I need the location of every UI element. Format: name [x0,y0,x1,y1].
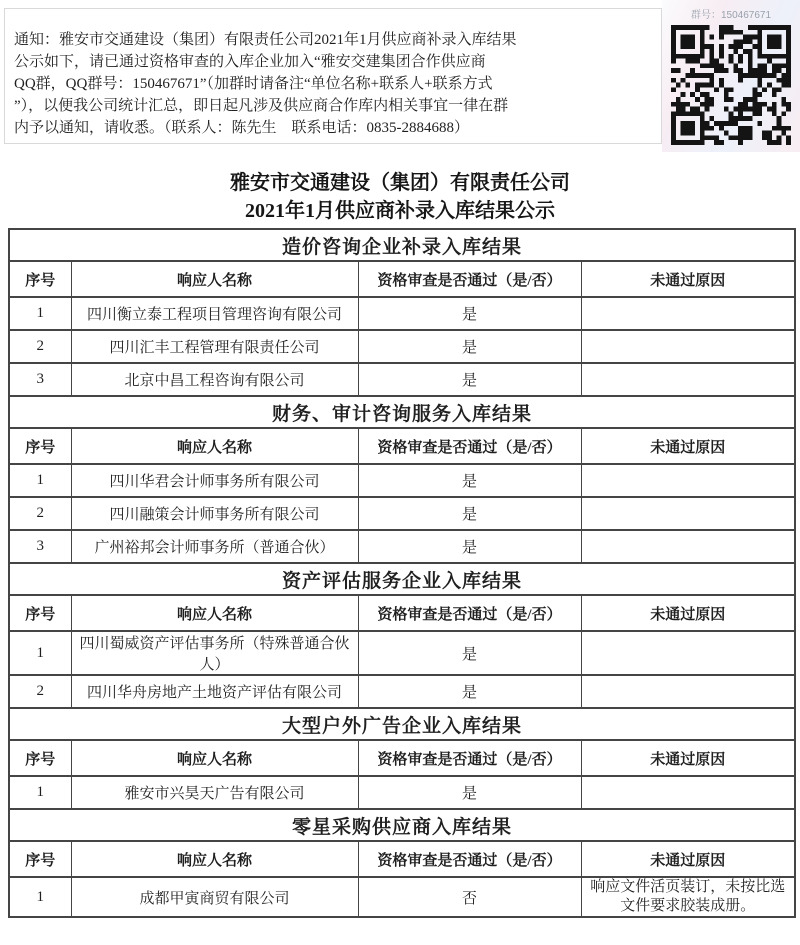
table-row [9,297,795,330]
table-row [9,330,795,363]
column-header: 序号 [9,740,71,776]
qq-group-qr-panel [662,0,800,152]
cell-passed: 是 [358,530,581,563]
notice-text-line: 通知：雅安市交通建设（集团）有限责任公司2021年1月供应商补录入库结果 [14,32,517,48]
cell-seq: 1 [9,776,71,809]
cell-passed: 否 [358,877,581,917]
cell-respondent-name: 四川华君会计师事务所有限公司 [71,464,358,497]
page-title-line2: 2021年1月供应商补录入库结果公示 [245,200,555,222]
cell-seq: 3 [9,363,71,396]
section-header-row [9,229,795,261]
column-header-row [9,428,795,464]
page-title [0,169,800,225]
section-header-row [9,563,795,595]
cell-seq: 2 [9,330,71,363]
cell-fail-reason [581,631,795,675]
column-header: 序号 [9,261,71,297]
section-title: 造价咨询企业补录入库结果 [9,229,795,261]
cell-passed: 是 [358,675,581,708]
qq-group-number-label: 群号：150467671 [690,10,772,21]
column-header: 响应人名称 [71,595,358,631]
cell-respondent-name: 四川衡立泰工程项目管理咨询有限公司 [71,297,358,330]
column-header: 资格审查是否通过（是/否） [358,428,581,464]
qr-code-image [671,25,791,145]
cell-fail-reason [581,776,795,809]
notice-text-line: ”），以便我公司统计汇总，即日起凡涉及供应商合作库内相关事宜一律在群 [14,98,509,114]
cell-seq: 1 [9,631,71,675]
column-header-row [9,841,795,877]
column-header: 未通过原因 [581,740,795,776]
cell-passed: 是 [358,776,581,809]
column-header: 资格审查是否通过（是/否） [358,595,581,631]
column-header: 资格审查是否通过（是/否） [358,740,581,776]
cell-seq: 2 [9,675,71,708]
column-header-row [9,740,795,776]
section-header-row [9,708,795,740]
cell-fail-reason [581,497,795,530]
column-header: 资格审查是否通过（是/否） [358,261,581,297]
cell-seq: 1 [9,877,71,917]
section-title: 大型户外广告企业入库结果 [9,708,795,740]
cell-passed: 是 [358,497,581,530]
notice-box [4,8,662,144]
cell-fail-reason [581,297,795,330]
cell-passed: 是 [358,297,581,330]
cell-passed: 是 [358,464,581,497]
table-row [9,877,795,917]
section-title: 零星采购供应商入库结果 [9,809,795,841]
cell-passed: 是 [358,363,581,396]
table-row [9,363,795,396]
column-header-row [9,261,795,297]
cell-seq: 1 [9,297,71,330]
section-header-row [9,809,795,841]
cell-fail-reason [581,330,795,363]
column-header: 序号 [9,428,71,464]
notice-text-line: QQ群，QQ群号：150467671”（加群时请备注“单位名称+联系人+联系方式 [14,76,493,92]
cell-respondent-name: 四川融策会计师事务所有限公司 [71,497,358,530]
cell-respondent-name: 北京中昌工程咨询有限公司 [71,363,358,396]
column-header: 响应人名称 [71,740,358,776]
cell-fail-reason [581,530,795,563]
column-header: 响应人名称 [71,841,358,877]
column-header: 序号 [9,595,71,631]
table-row [9,631,795,675]
column-header-row [9,595,795,631]
column-header: 响应人名称 [71,428,358,464]
column-header: 未通过原因 [581,595,795,631]
cell-respondent-name: 四川汇丰工程管理有限责任公司 [71,330,358,363]
table-row [9,530,795,563]
cell-fail-reason [581,363,795,396]
cell-passed: 是 [358,631,581,675]
notice-text-line: 公示如下，请已通过资格审查的入库企业加入“雅安交建集团合作供应商 [14,54,486,70]
table-row [9,497,795,530]
section-header-row [9,396,795,428]
column-header: 序号 [9,841,71,877]
section-title: 财务、审计咨询服务入库结果 [9,396,795,428]
cell-seq: 1 [9,464,71,497]
column-header: 响应人名称 [71,261,358,297]
cell-fail-reason [581,464,795,497]
cell-respondent-name: 成都甲寅商贸有限公司 [71,877,358,917]
column-header: 资格审查是否通过（是/否） [358,841,581,877]
notice-text-line: 内予以通知，请收悉。（联系人：陈先生 联系电话：0835-2884688） [14,120,469,136]
cell-respondent-name: 雅安市兴昊天广告有限公司 [71,776,358,809]
column-header: 未通过原因 [581,261,795,297]
column-header: 未通过原因 [581,428,795,464]
table-row [9,776,795,809]
cell-fail-reason [581,675,795,708]
column-header: 未通过原因 [581,841,795,877]
section-title: 资产评估服务企业入库结果 [9,563,795,595]
table-row [9,675,795,708]
page-title-line1: 雅安市交通建设（集团）有限责任公司 [230,172,570,194]
table-row [9,464,795,497]
results-table [8,228,796,918]
cell-fail-reason: 响应文件活页装订，未按比选文件要求胶装成册。 [581,877,795,917]
cell-passed: 是 [358,330,581,363]
cell-respondent-name: 广州裕邦会计师事务所（普通合伙） [71,530,358,563]
cell-respondent-name: 四川华舟房地产土地资产评估有限公司 [71,675,358,708]
cell-seq: 3 [9,530,71,563]
cell-seq: 2 [9,497,71,530]
cell-respondent-name: 四川蜀威资产评估事务所（特殊普通合伙人） [71,631,358,675]
